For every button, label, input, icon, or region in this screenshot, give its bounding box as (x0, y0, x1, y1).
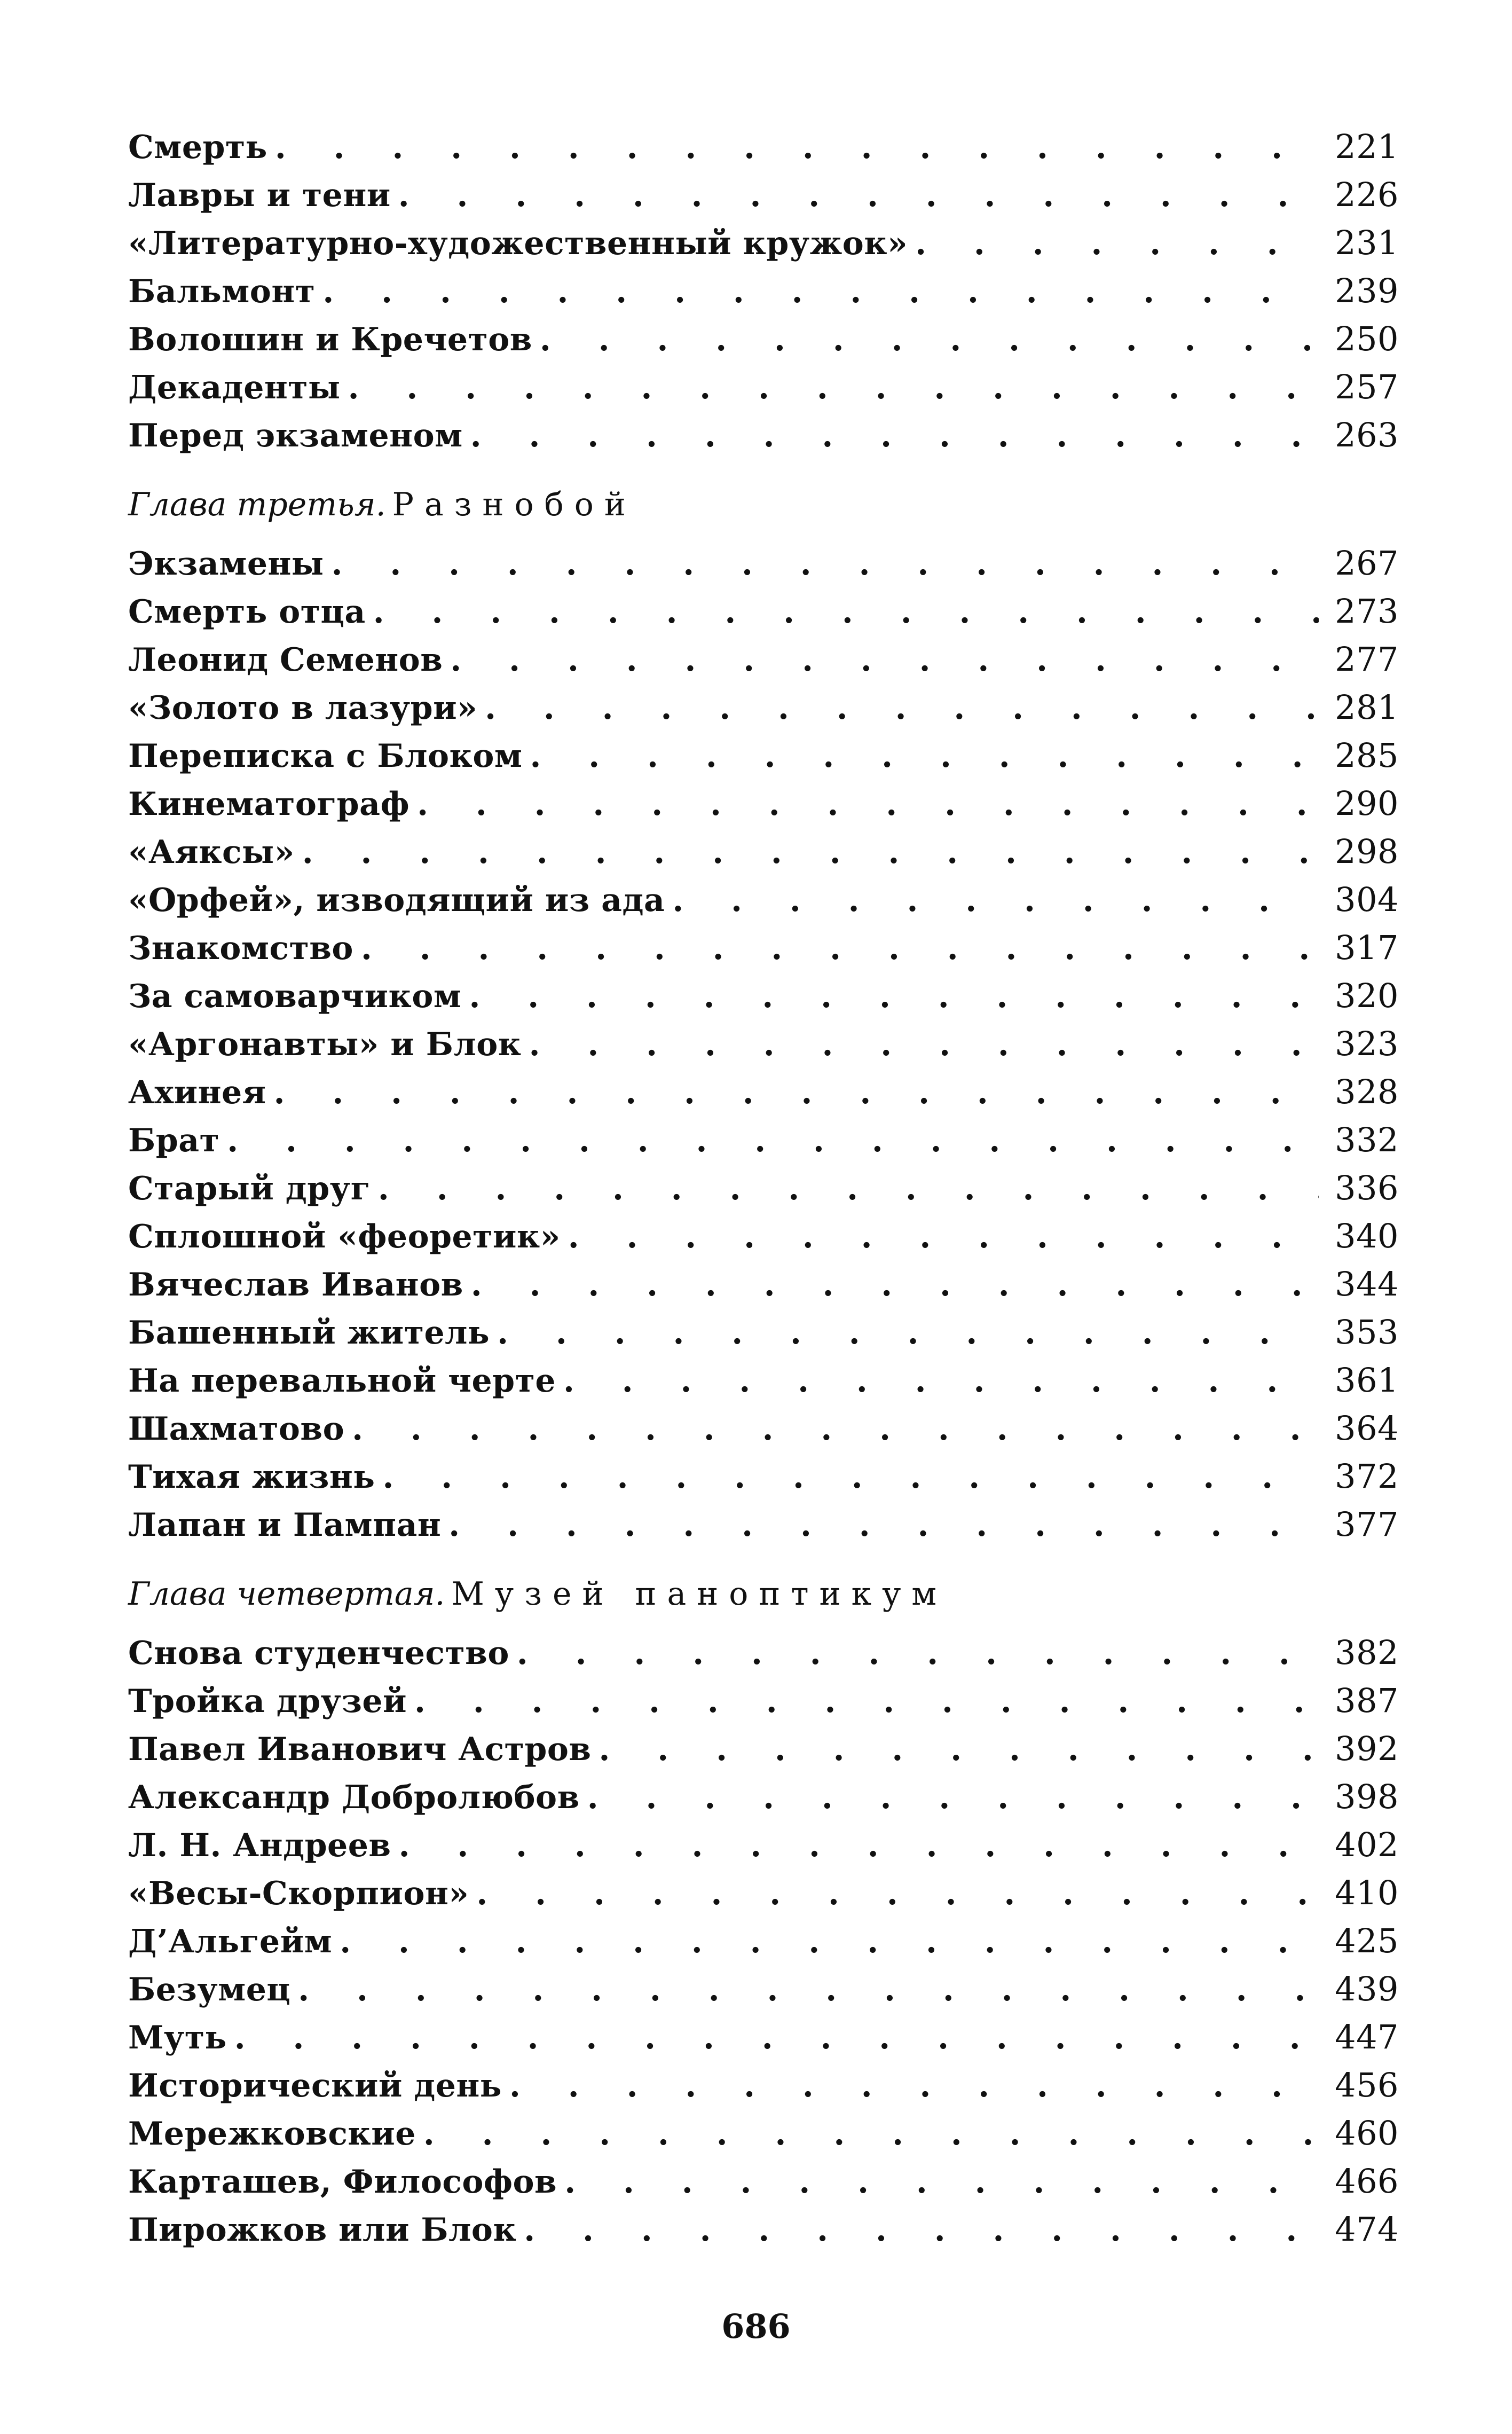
toc-entry-page: 344 (1335, 1265, 1399, 1304)
toc-entry-title: Старый друг (128, 1170, 371, 1207)
dot-leader (563, 1357, 1319, 1405)
toc-entry-page: 317 (1335, 928, 1399, 967)
toc-entry-title: Л. Н. Андреев (128, 1827, 391, 1864)
toc-entry[interactable] (128, 635, 1399, 684)
toc-entry[interactable] (128, 587, 1399, 635)
toc-entry[interactable] (128, 828, 1399, 876)
toc-entry[interactable] (128, 1212, 1399, 1260)
toc-entry[interactable] (128, 924, 1399, 972)
toc-entry-title: «Аяксы» (128, 834, 295, 871)
toc-entry-page: 221 (1335, 127, 1399, 166)
dot-leader (417, 780, 1319, 828)
toc-entry-title: «Весы-Скорпион» (128, 1875, 469, 1912)
toc-entry-title: Кинематограф (128, 786, 410, 823)
toc-entry-page: 402 (1335, 1825, 1399, 1864)
toc-entry-page: 392 (1335, 1729, 1399, 1768)
toc-entry[interactable] (128, 539, 1399, 587)
chapter-title: Музей паноптикум (451, 1575, 948, 1613)
toc-entry-title: Смерть отца (128, 593, 366, 631)
dot-leader (383, 1453, 1319, 1501)
toc-section-chapter-4 (128, 1570, 1399, 2254)
dot-leader (529, 1020, 1319, 1069)
dot-leader (340, 1918, 1319, 1966)
toc-entry-title: Лавры и тени (128, 177, 391, 214)
dot-leader (497, 1309, 1319, 1357)
toc-entry[interactable] (128, 1677, 1399, 1725)
dot-leader (470, 412, 1319, 460)
dot-leader (378, 1165, 1319, 1213)
toc-entry-title: «Литературно-художественный кружок» (128, 225, 908, 262)
dot-leader (322, 268, 1319, 316)
toc-entry-page: 387 (1335, 1681, 1399, 1720)
toc-entry-title: Вячеслав Иванов (128, 1266, 463, 1304)
dot-leader (471, 1261, 1319, 1309)
toc-entry[interactable] (128, 876, 1399, 924)
toc-entry[interactable] (128, 1308, 1399, 1356)
dot-leader (564, 2158, 1319, 2206)
dot-leader (227, 1117, 1319, 1165)
toc-entry-page: 263 (1335, 415, 1399, 454)
dot-leader (332, 540, 1319, 588)
toc-entry-page: 231 (1335, 223, 1399, 262)
toc-entry-title: Шахматово (128, 1410, 345, 1448)
toc-entry-page: 304 (1335, 880, 1399, 919)
dot-leader (275, 123, 1319, 171)
dot-leader (599, 1725, 1319, 1773)
toc-entry-title: «Орфей», изводящий из ада (128, 882, 665, 919)
dot-leader (302, 828, 1319, 876)
toc-entry-title: Ахинея (128, 1074, 266, 1111)
toc-entry-page: 290 (1335, 784, 1399, 823)
dot-leader (450, 636, 1319, 684)
dot-leader (423, 2110, 1319, 2158)
toc-entry-title: За самоварчиком (128, 978, 462, 1015)
toc-entry-title: Лапан и Пампан (128, 1506, 442, 1544)
toc-entry[interactable] (128, 972, 1399, 1020)
toc-entry[interactable] (128, 1869, 1399, 1917)
toc-entry-title: Павел Иванович Астров (128, 1731, 592, 1768)
toc-entry-title: Знакомство (128, 930, 353, 967)
page-number: 686 (721, 2307, 791, 2346)
toc-entry-title: Александр Добролюбов (128, 1779, 580, 1816)
toc-entry-title: Декаденты (128, 369, 341, 406)
toc-entry-page: 273 (1335, 592, 1399, 631)
toc-entry[interactable] (128, 2013, 1399, 2061)
dot-leader (568, 1213, 1319, 1261)
toc-entry-page: 353 (1335, 1313, 1399, 1352)
dot-leader (414, 1677, 1319, 1725)
toc-entry[interactable] (128, 315, 1399, 363)
dot-leader (485, 684, 1319, 732)
toc-entry-page: 466 (1335, 2162, 1399, 2201)
toc-entry-title: Экзамены (128, 545, 324, 583)
toc-entry-title: Мережковские (128, 2115, 416, 2153)
toc-entry[interactable] (128, 411, 1399, 459)
dot-leader (469, 972, 1319, 1020)
toc-entry-title: Сплошной «феоретик» (128, 1218, 561, 1255)
toc-entry[interactable] (128, 1164, 1399, 1212)
toc-entry-page: 250 (1335, 319, 1399, 358)
toc-entry-title: Смерть (128, 129, 267, 166)
toc-entry[interactable] (128, 1452, 1399, 1501)
toc-entry-page: 257 (1335, 367, 1399, 406)
toc-entry[interactable] (128, 1068, 1399, 1116)
toc-entry-title: Д’Альгейм (128, 1923, 333, 1960)
toc-entry-page: 364 (1335, 1409, 1399, 1448)
chapter-label: Глава третья. (128, 486, 386, 523)
toc-entry-page: 281 (1335, 688, 1399, 727)
toc-entry[interactable] (128, 1965, 1399, 2013)
toc-entry[interactable] (128, 1020, 1399, 1068)
toc-entry-title: Перед экзаменом (128, 417, 463, 454)
toc-entry-title: Безумец (128, 1971, 291, 2008)
toc-entry[interactable] (128, 1629, 1399, 1677)
dot-leader (448, 1501, 1319, 1549)
toc-entry-page: 382 (1335, 1633, 1399, 1672)
dot-leader (399, 1821, 1319, 1870)
toc-entry-page: 410 (1335, 1873, 1399, 1912)
toc-entry[interactable] (128, 2205, 1399, 2254)
dot-leader (540, 316, 1319, 364)
toc-entry-page: 460 (1335, 2114, 1399, 2153)
toc-entry[interactable] (128, 123, 1399, 171)
toc-entry[interactable] (128, 1821, 1399, 1869)
dot-leader (587, 1773, 1319, 1821)
toc-entry-page: 328 (1335, 1072, 1399, 1111)
dot-leader (672, 876, 1319, 924)
toc-entry-page: 285 (1335, 736, 1399, 775)
toc-entry[interactable] (128, 1917, 1399, 1965)
toc-entry-page: 398 (1335, 1777, 1399, 1816)
toc-section-continued (128, 123, 1399, 459)
dot-leader (476, 1870, 1319, 1918)
toc-entry-page: 372 (1335, 1457, 1399, 1496)
dot-leader (517, 1629, 1319, 1677)
table-of-contents (128, 123, 1399, 2254)
toc-entry[interactable] (128, 1356, 1399, 1404)
chapter-title: Разнобой (392, 486, 636, 523)
toc-entry-title: На перевальной черте (128, 1362, 556, 1400)
dot-leader (509, 2062, 1319, 2110)
toc-entry-page: 340 (1335, 1216, 1399, 1255)
toc-entry-page: 320 (1335, 976, 1399, 1015)
toc-entry-page: 226 (1335, 175, 1399, 214)
toc-entry-title: Исторический день (128, 2067, 502, 2105)
toc-entry[interactable] (128, 732, 1399, 780)
toc-entry[interactable] (128, 1725, 1399, 1773)
dot-leader (298, 1966, 1319, 2014)
toc-entry[interactable] (128, 1260, 1399, 1308)
toc-entry[interactable] (128, 1116, 1399, 1164)
toc-entry-page: 361 (1335, 1361, 1399, 1400)
toc-entry[interactable] (128, 2109, 1399, 2157)
toc-entry-title: Переписка с Блоком (128, 737, 523, 775)
toc-entry[interactable] (128, 1404, 1399, 1452)
toc-entry-title: Муть (128, 2019, 227, 2056)
dot-leader (361, 924, 1319, 972)
toc-entry-page: 323 (1335, 1024, 1399, 1063)
toc-entry-page: 336 (1335, 1168, 1399, 1207)
toc-entry-page: 332 (1335, 1120, 1399, 1159)
dot-leader (352, 1405, 1319, 1453)
toc-entry-title: Пирожков или Блок (128, 2211, 517, 2249)
dot-leader (348, 364, 1319, 412)
toc-entry[interactable] (128, 2157, 1399, 2205)
dot-leader (530, 732, 1319, 780)
toc-entry[interactable] (128, 363, 1399, 411)
toc-entry-title: Тройка друзей (128, 1683, 407, 1720)
toc-entry-page: 277 (1335, 640, 1399, 679)
toc-entry-page: 474 (1335, 2210, 1399, 2249)
dot-leader (274, 1069, 1319, 1117)
toc-section-chapter-3 (128, 481, 1399, 1549)
chapter-label: Глава четвертая. (128, 1575, 445, 1613)
chapter-heading (128, 481, 1399, 529)
toc-entry-page: 425 (1335, 1921, 1399, 1960)
toc-entry-page: 439 (1335, 1969, 1399, 2008)
toc-entry-title: Леонид Семенов (128, 641, 443, 679)
toc-entry[interactable] (128, 2061, 1399, 2109)
toc-entry-page: 239 (1335, 271, 1399, 310)
chapter-heading (128, 1570, 1399, 1618)
toc-entry-page: 377 (1335, 1505, 1399, 1544)
toc-entry-title: Брат (128, 1122, 220, 1159)
toc-entry[interactable] (128, 780, 1399, 828)
toc-entry-title: Бальмонт (128, 273, 316, 310)
toc-entry[interactable] (128, 219, 1399, 267)
toc-entry-title: «Аргонавты» и Блок (128, 1026, 522, 1063)
dot-leader (234, 2014, 1319, 2062)
toc-entry-title: «Золото в лазури» (128, 689, 478, 727)
toc-entry-page: 456 (1335, 2066, 1399, 2105)
toc-entry[interactable] (128, 1501, 1399, 1549)
toc-entry-title: Карташев, Философов (128, 2163, 557, 2201)
toc-entry-title: Башенный житель (128, 1314, 490, 1352)
dot-leader (524, 2206, 1319, 2254)
dot-leader (915, 219, 1319, 268)
dot-leader (373, 588, 1319, 636)
toc-entry-title: Волошин и Кречетов (128, 321, 532, 358)
toc-entry-title: Тихая жизнь (128, 1458, 375, 1496)
toc-entry-page: 267 (1335, 544, 1399, 583)
toc-entry[interactable] (128, 267, 1399, 315)
toc-entry-title: Снова студенчество (128, 1635, 509, 1672)
toc-entry[interactable] (128, 684, 1399, 732)
toc-entry-page: 298 (1335, 832, 1399, 871)
dot-leader (398, 171, 1319, 219)
toc-entry[interactable] (128, 1773, 1399, 1821)
toc-entry[interactable] (128, 171, 1399, 219)
toc-entry-page: 447 (1335, 2017, 1399, 2056)
